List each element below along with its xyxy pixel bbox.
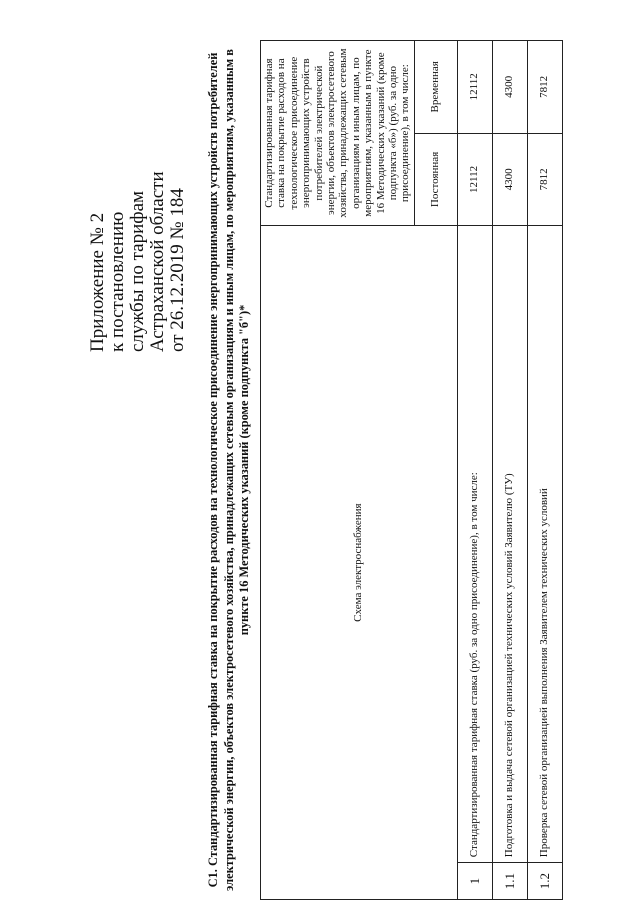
row-temporary: 4300 <box>492 41 527 134</box>
row-permanent: 12112 <box>457 133 492 226</box>
appendix-line: Астраханской области <box>147 171 168 352</box>
row-label: Проверка сетевой организацией выполнения Заявителем технических условий <box>527 226 562 863</box>
tariff-table <box>260 40 563 900</box>
row-number: 1 <box>457 863 492 900</box>
row-permanent: 7812 <box>527 133 562 226</box>
table-row <box>457 41 492 900</box>
appendix-line: от 26.12.2019 № 184 <box>167 188 188 352</box>
header-permanent: Постоянная <box>414 133 457 226</box>
row-temporary: 12112 <box>457 41 492 134</box>
appendix-line: Приложение № 2 <box>87 212 108 352</box>
header-rate: Стандартизированная тарифная ставка на покрытие расходов на технологическое присоединение энергопринимающих устройств потребителей электрической энергии, объектов электросетевого хозяйства, принадлежащих сетевым организациям и иным лицам, по мероприятиям, указанным в пункте 16 Методических указаний (кроме подпункта «б») (руб. за одно присоединение), в том числе: <box>261 41 415 226</box>
table-row <box>527 41 562 900</box>
table-row <box>492 41 527 900</box>
row-label: Стандартизированная тарифная ставка (руб. за одно присоединение), в том числе: <box>457 226 492 863</box>
rotated-content <box>88 40 588 900</box>
header-temporary: Временная <box>414 41 457 134</box>
document-heading: С1. Стандартизированная тарифная ставка на покрытие расходов на технологическое присоединение энергопринимающих устройств потребителей электрической энергии, объектов электросетевого хозяйства, принадлежащих сетевым организациям и иным лицам, по мероприятиям, указанным в пункте 16 Методических указаний (кроме подпункта "б")* <box>206 49 251 891</box>
table-header-row <box>261 41 415 900</box>
row-number: 1.2 <box>527 863 562 900</box>
appendix-line: к постановлению <box>107 211 128 352</box>
row-number: 1.1 <box>492 863 527 900</box>
header-scheme: Схема электроснабжения <box>261 226 458 900</box>
row-temporary: 7812 <box>527 41 562 134</box>
row-permanent: 4300 <box>492 133 527 226</box>
appendix-note <box>88 52 188 352</box>
row-label: Подготовка и выдача сетевой организацией технических условий Заявителю (ТУ) <box>492 226 527 863</box>
appendix-line: службы по тарифам <box>127 190 148 352</box>
